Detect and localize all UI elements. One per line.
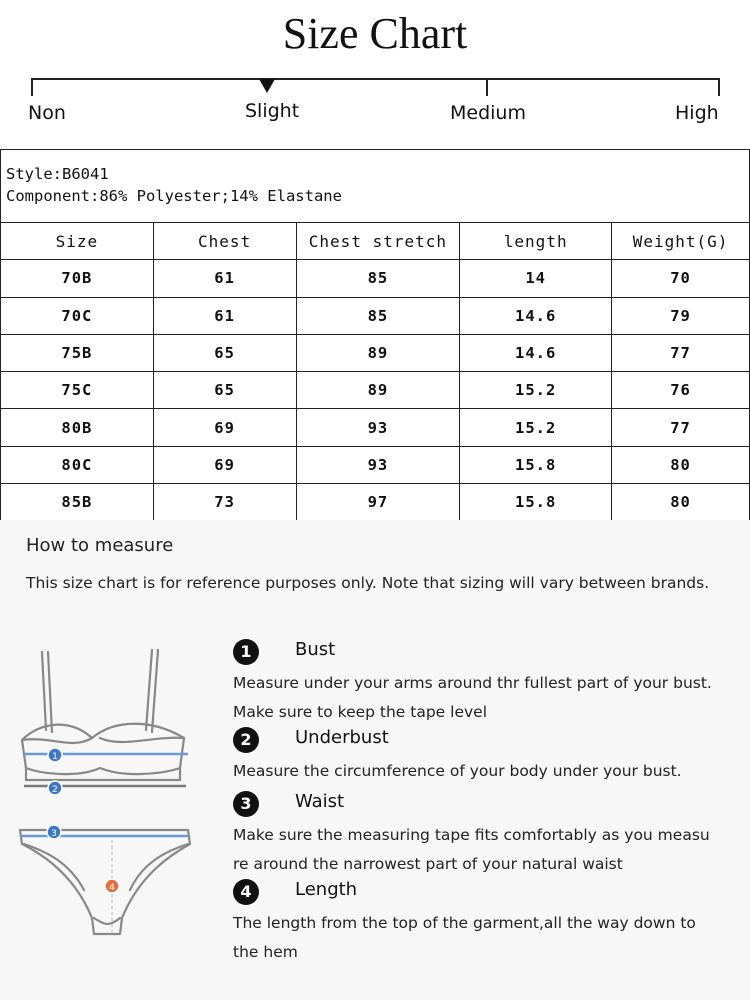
cell-length: 14 (460, 260, 612, 297)
measure-step-underbust (233, 727, 743, 786)
cell-weight: 79 (612, 297, 750, 334)
cell-size: 70B (1, 260, 154, 297)
cell-length: 15.8 (460, 446, 612, 483)
step-title-bust: Bust (295, 639, 336, 660)
how-to-measure-section (0, 520, 750, 1000)
scale-label-non: Non (28, 102, 66, 124)
table-row (1, 260, 750, 297)
cell-size: 80C (1, 446, 154, 483)
cell-weight: 80 (612, 484, 750, 521)
cell-chest-stretch: 93 (296, 409, 460, 446)
how-to-measure-title: How to measure (26, 535, 174, 556)
step-number-4: 4 (233, 879, 259, 905)
cell-length: 15.2 (460, 409, 612, 446)
table-row (1, 297, 750, 334)
header-size: Size (1, 223, 154, 260)
step-description-line: Make sure to keep the tape level (233, 703, 488, 721)
lingerie-measurement-illustration (12, 640, 212, 970)
step-title-length: Length (295, 879, 358, 900)
step-description-line: Measure the circumference of your body under your bust. (233, 762, 682, 780)
cell-chest: 73 (153, 484, 296, 521)
cell-size: 80B (1, 409, 154, 446)
cell-size: 75B (1, 334, 154, 371)
sizing-disclaimer: This size chart is for reference purposes only. Note that sizing will vary between brands. (26, 574, 710, 592)
cell-size: 75C (1, 372, 154, 409)
header-chest-stretch: Chest stretch (296, 223, 460, 260)
step-description-line: the hem (233, 943, 298, 961)
measure-step-length (233, 879, 743, 967)
cell-weight: 70 (612, 260, 750, 297)
cell-chest: 69 (153, 409, 296, 446)
illustration-marker-4: 4 (109, 883, 115, 893)
table-row (1, 446, 750, 483)
cell-chest-stretch: 89 (296, 372, 460, 409)
cell-weight: 77 (612, 409, 750, 446)
table-header-row (1, 223, 750, 260)
measure-step-bust (233, 639, 743, 727)
cell-chest-stretch: 93 (296, 446, 460, 483)
cell-weight: 76 (612, 372, 750, 409)
cell-length: 14.6 (460, 297, 612, 334)
cell-chest: 61 (153, 260, 296, 297)
table-row (1, 409, 750, 446)
cell-size: 70C (1, 297, 154, 334)
table-row (1, 372, 750, 409)
stretch-scale (0, 70, 750, 140)
size-table (0, 222, 750, 521)
cell-weight: 80 (612, 446, 750, 483)
step-description-line: re around the narrowest part of your natural waist (233, 855, 623, 873)
scale-label-medium: Medium (450, 102, 526, 124)
cell-chest: 65 (153, 372, 296, 409)
component-info: Component:86% Polyester;14% Elastane (6, 187, 342, 205)
illustration-marker-3: 3 (51, 829, 57, 839)
cell-chest-stretch: 97 (296, 484, 460, 521)
scale-selected-marker (259, 79, 275, 93)
table-row (1, 334, 750, 371)
cell-chest-stretch: 89 (296, 334, 460, 371)
scale-tick-high (718, 78, 720, 96)
cell-weight: 77 (612, 334, 750, 371)
cell-length: 14.6 (460, 334, 612, 371)
cell-chest-stretch: 85 (296, 260, 460, 297)
product-info (0, 149, 750, 223)
cell-size: 85B (1, 484, 154, 521)
scale-tick-non (31, 78, 33, 96)
step-description-line: The length from the top of the garment,all the way down to (233, 914, 696, 932)
cell-length: 15.8 (460, 484, 612, 521)
step-title-underbust: Underbust (295, 727, 389, 748)
cell-chest-stretch: 85 (296, 297, 460, 334)
header-chest: Chest (153, 223, 296, 260)
cell-chest: 61 (153, 297, 296, 334)
scale-line (31, 78, 720, 80)
header-weight: Weight(G) (612, 223, 750, 260)
step-title-waist: Waist (295, 791, 345, 812)
step-description-line: Make sure the measuring tape fits comfortably as you measu (233, 826, 710, 844)
scale-label-slight: Slight (245, 100, 300, 122)
style-code: Style:B6041 (6, 165, 109, 183)
scale-label-high: High (675, 102, 719, 124)
step-number-3: 3 (233, 791, 259, 817)
step-description-line: Measure under your arms around thr fullest part of your bust. (233, 674, 712, 692)
step-number-1: 1 (233, 639, 259, 665)
illustration-marker-1: 1 (52, 752, 58, 762)
page-title: Size Chart (282, 9, 468, 58)
header-length: length (460, 223, 612, 260)
cell-length: 15.2 (460, 372, 612, 409)
table-row (1, 484, 750, 521)
cell-chest: 69 (153, 446, 296, 483)
scale-tick-medium (486, 78, 488, 96)
cell-chest: 65 (153, 334, 296, 371)
step-number-2: 2 (233, 727, 259, 753)
illustration-marker-2: 2 (52, 785, 58, 795)
measure-step-waist (233, 791, 743, 879)
